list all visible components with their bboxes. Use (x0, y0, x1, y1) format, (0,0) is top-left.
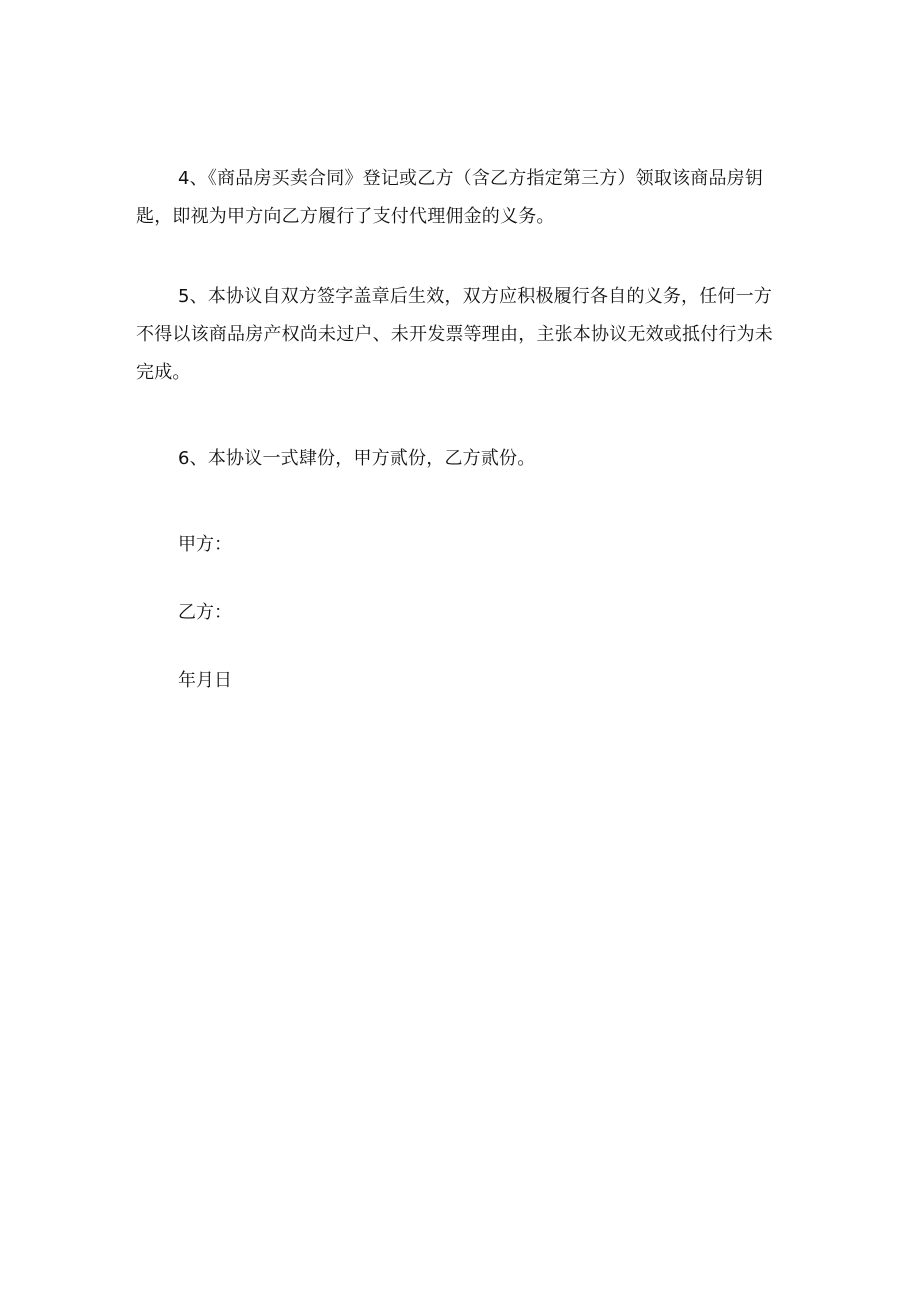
clause-4: 4、《商品房买卖合同》登记或乙方（含乙方指定第三方）领取该商品房钥匙，即视为甲方向乙方履行了支付代理佣金的义务。 (136, 168, 764, 227)
clause-5: 5、本协议自双方签字盖章后生效，双方应积极履行各自的义务，任何一方不得以该商品房产权尚未过户、未开发票等理由，主张本协议无效或抵付行为未完成。 (136, 286, 773, 383)
date-line: 年月日 (178, 670, 232, 691)
party-a-signature-line: 甲方： (178, 534, 232, 555)
document-body (136, 160, 784, 700)
party-b-signature-line: 乙方： (178, 602, 232, 623)
clause-6: 6、本协议一式肆份，甲方贰份，乙方贰份。 (178, 448, 536, 469)
